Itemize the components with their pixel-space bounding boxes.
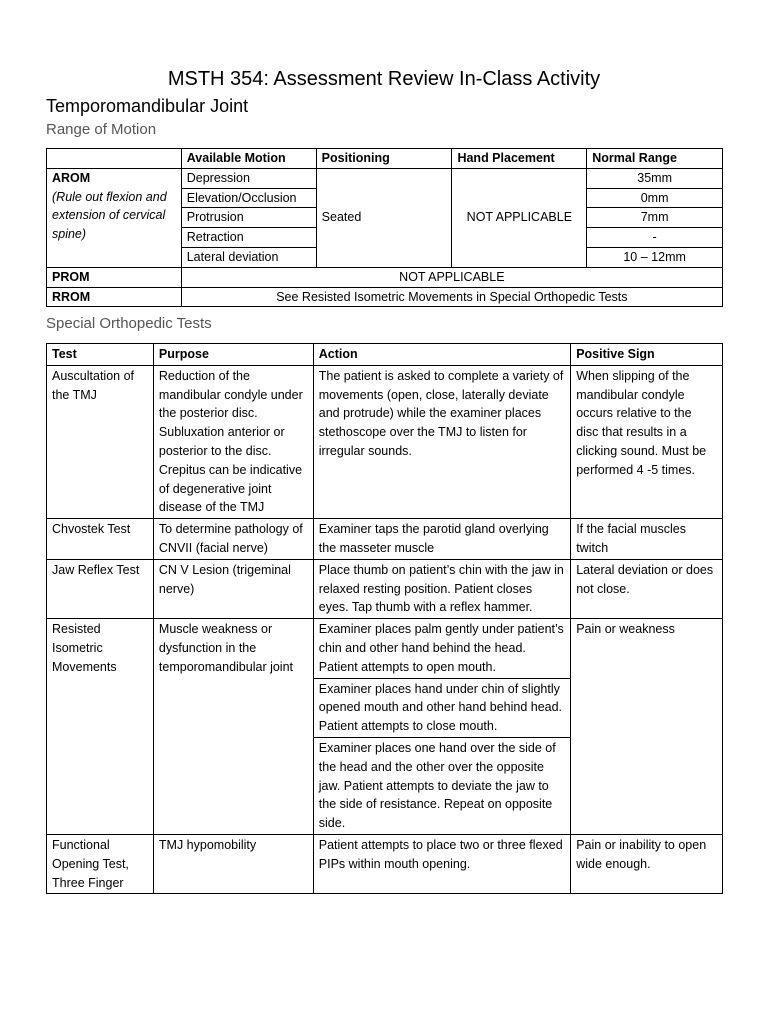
test-purpose: CN V Lesion (trigeminal nerve) <box>153 559 313 618</box>
test-positive-sign: Pain or weakness <box>571 619 723 835</box>
tests-header-purpose: Purpose <box>153 344 313 366</box>
prom-value: NOT APPLICABLE <box>181 267 722 287</box>
test-action: Patient attempts to place two or three flexed PIPs within mouth opening. <box>313 834 570 893</box>
test-row-functional <box>47 834 723 893</box>
rom-header-row <box>47 149 723 169</box>
tests-subheading: Special Orthopedic Tests <box>46 315 212 332</box>
test-positive-sign: If the facial muscles twitch <box>571 519 723 560</box>
rom-hand-placement: NOT APPLICABLE <box>452 168 587 267</box>
rom-motion: Retraction <box>181 228 316 248</box>
range-of-motion-table <box>46 148 723 307</box>
test-row-chvostek <box>47 519 723 560</box>
test-action: Examiner taps the parotid gland overlying the masseter muscle <box>313 519 570 560</box>
rom-range: 10 – 12mm <box>587 247 723 267</box>
test-positive-sign: When slipping of the mandibular condyle occurs relative to the disc that results in a clicking sound. Must be performed 4 -5 times. <box>571 365 723 518</box>
test-name: Resisted Isometric Movements <box>47 619 154 835</box>
rrom-value: See Resisted Isometric Movements in Special Orthopedic Tests <box>181 287 722 307</box>
rom-range: 7mm <box>587 208 723 228</box>
tests-header-test: Test <box>47 344 154 366</box>
rrom-row <box>47 287 723 307</box>
test-name: Functional Opening Test, Three Finger <box>47 834 154 893</box>
document-title: MSTH 354: Assessment Review In-Class Activity <box>167 68 601 90</box>
test-purpose: Muscle weakness or dysfunction in the temporomandibular joint <box>153 619 313 835</box>
rom-subheading: Range of Motion <box>46 121 157 138</box>
test-name: Chvostek Test <box>47 519 154 560</box>
rom-motion: Lateral deviation <box>181 247 316 267</box>
test-row-auscultation <box>47 365 723 518</box>
prom-label: PROM <box>47 267 182 287</box>
rom-header-blank <box>47 149 182 169</box>
rom-header-positioning: Positioning <box>316 149 452 169</box>
special-tests-table <box>46 343 723 894</box>
test-action: Examiner places hand under chin of slightly opened mouth and other hand behind head. Patient attempts to close mouth. <box>313 678 570 737</box>
rom-positioning: Seated <box>316 168 452 267</box>
test-action: Place thumb on patient’s chin with the jaw in relaxed resting position. Patient closes eyes. Tap thumb with a reflex hammer. <box>313 559 570 618</box>
test-positive-sign: Pain or inability to open wide enough. <box>571 834 723 893</box>
rom-header-motion: Available Motion <box>181 149 316 169</box>
rom-header-range: Normal Range <box>587 149 723 169</box>
arom-label: AROM <box>52 170 91 185</box>
test-row-jaw-reflex <box>47 559 723 618</box>
test-action: Examiner places palm gently under patient’s chin and other hand behind the head. Patient attempts to open mouth. <box>313 619 570 678</box>
test-action: The patient is asked to complete a variety of movements (open, close, laterally deviate and protrude) while the examiner places stethoscope over the TMJ to listen for irregular sounds. <box>313 365 570 518</box>
tests-header-row <box>47 344 723 366</box>
rom-range: - <box>587 228 723 248</box>
rom-motion: Protrusion <box>181 208 316 228</box>
tests-header-action: Action <box>313 344 570 366</box>
test-action: Examiner places one hand over the side of the head and the other over the opposite jaw. Patient attempts to deviate the jaw to the side of resistance. Repeat on opposite side. <box>313 737 570 834</box>
rom-range: 35mm <box>587 168 723 188</box>
test-purpose: To determine pathology of CNVII (facial nerve) <box>153 519 313 560</box>
rom-header-hand: Hand Placement <box>452 149 587 169</box>
prom-row <box>47 267 723 287</box>
rom-motion: Elevation/Occlusion <box>181 188 316 208</box>
rom-motion: Depression <box>181 168 316 188</box>
tests-header-positive: Positive Sign <box>571 344 723 366</box>
section-heading: Temporomandibular Joint <box>46 96 249 116</box>
rom-range: 0mm <box>587 188 723 208</box>
test-purpose: TMJ hypomobility <box>153 834 313 893</box>
test-purpose: Reduction of the mandibular condyle under the posterior disc. Subluxation anterior or posterior to the disc. Crepitus can be indicative of degenerative joint disease of the TMJ <box>153 365 313 518</box>
test-name: Jaw Reflex Test <box>47 559 154 618</box>
arom-note: (Rule out flexion and extension of cervical spine) <box>52 189 167 242</box>
test-positive-sign: Lateral deviation or does not close. <box>571 559 723 618</box>
rrom-label: RROM <box>47 287 182 307</box>
arom-cell <box>47 168 182 267</box>
rom-row <box>47 168 723 188</box>
test-row-resisted <box>47 619 723 678</box>
test-name: Auscultation of the TMJ <box>47 365 154 518</box>
